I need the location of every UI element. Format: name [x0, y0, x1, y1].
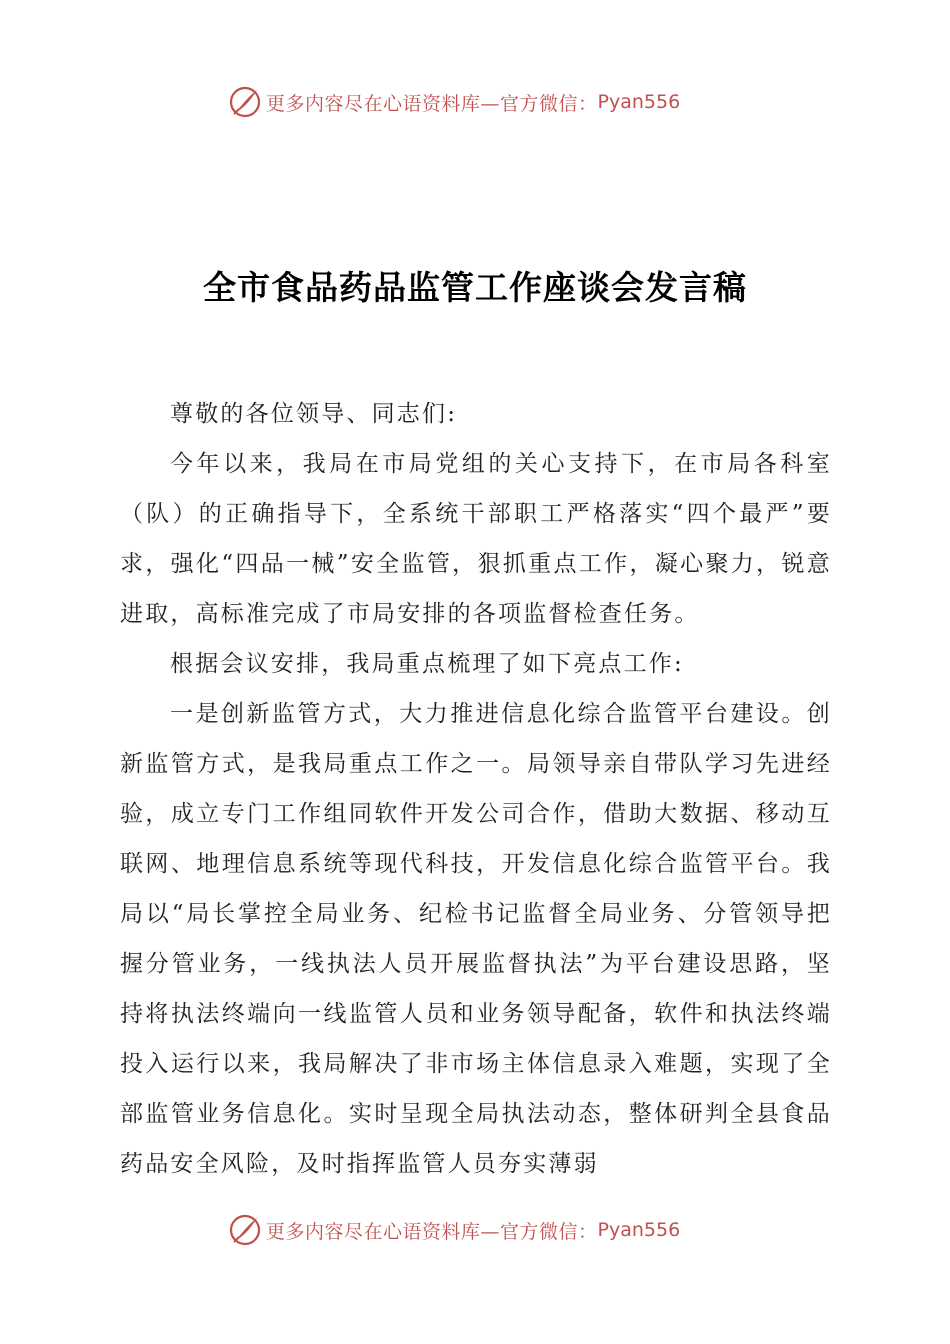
paragraph-highlight-one: 一是创新监管方式，大力推进信息化综合监管平台建设。创新监管方式，是我局重点工作之一。局领导亲自带队学习先进经验，成立专门工作组同软件开发公司合作，借助大数据、移动互联网、地理信息系统等现代科技，开发信息化综合监管平台。我局以“局长掌控全局业务、纪检书记监督全局业务、分管领导把握分管业务，一线执法人员开展监督执法”为平台建设思路，坚持将执法终端向一线监管人员和业务领导配备，软件和执法终端投入运行以来，我局解决了非市场主体信息录入难题，实现了全部监管业务信息化。实时呈现全局执法动态，整体研判全县食品药品安全风险，及时指挥监管人员夯实薄弱: [120, 701, 832, 1177]
quill-logo-icon: [228, 85, 262, 119]
paragraph-salutation: 尊敬的各位领导、同志们:: [170, 401, 458, 427]
paragraph-intro: 今年以来，我局在市局党组的关心支持下，在市局各科室（队）的正确指导下，全系统干部职工严格落实“四个最严”要求，强化“四品一械”安全监管，狠抓重点工作，凝心聚力，锐意进取，高标准完成了市局安排的各项监督检查任务。: [120, 451, 832, 627]
paragraph-highlights-lead: 根据会议安排，我局重点梳理了如下亮点工作:: [170, 651, 684, 677]
watermark-wechat-id: Pyan556: [597, 1219, 681, 1241]
footer-watermark: [228, 1210, 728, 1250]
document-title: 全市食品药品监管工作座谈会发言稿: [203, 268, 747, 307]
watermark-wechat-id: Pyan556: [597, 91, 681, 113]
watermark-text: 更多内容尽在心语资料库—官方微信：: [266, 1220, 598, 1243]
watermark-text: 更多内容尽在心语资料库—官方微信：: [266, 92, 598, 115]
document-body: [120, 389, 832, 1189]
quill-logo-icon: [228, 1213, 262, 1247]
header-watermark: [228, 82, 728, 122]
